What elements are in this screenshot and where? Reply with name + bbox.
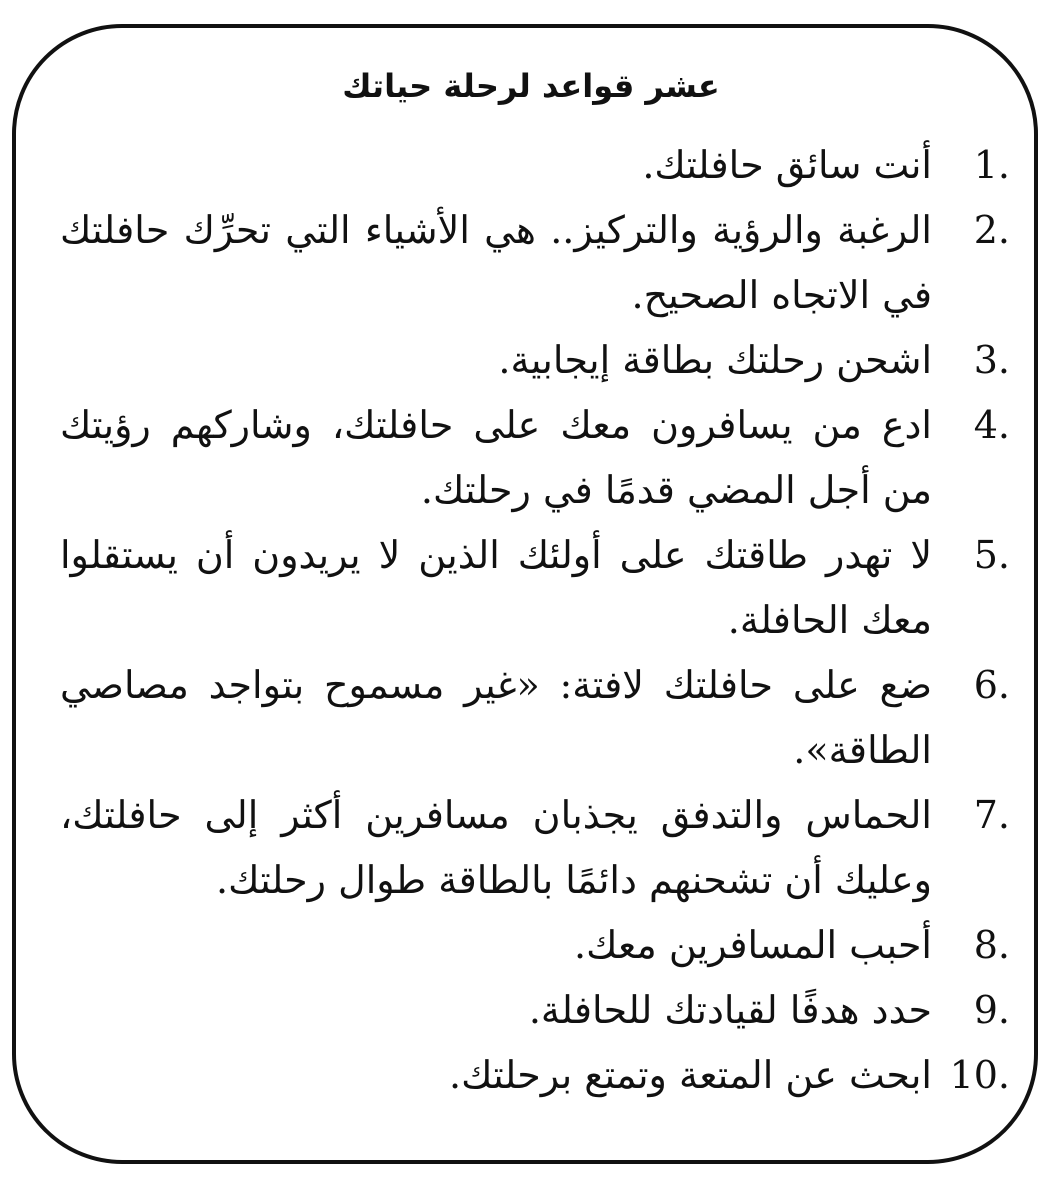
list-item — [60, 523, 1010, 653]
rule-number: 8. — [973, 923, 1010, 967]
list-item — [60, 198, 1010, 328]
rule-text: ابحث عن المتعة وتمتع برحلتك. — [449, 1053, 932, 1097]
rule-text: ادع من يسافرون معك على حافلتك، وشاركهم رؤيتك من أجل المضي قدمًا في رحلتك. — [60, 403, 932, 512]
rule-number: 10. — [949, 1053, 1010, 1097]
rule-number: 1. — [973, 143, 1010, 187]
list-item — [60, 328, 1010, 393]
rule-text: لا تهدر طاقتك على أولئك الذين لا يريدون أن يستقلوا معك الحافلة. — [60, 533, 932, 642]
list-item — [60, 913, 1010, 978]
rule-number: 6. — [973, 663, 1010, 707]
rule-text: حدد هدفًا لقيادتك للحافلة. — [528, 988, 932, 1032]
rule-number: 7. — [973, 793, 1010, 837]
rules-list — [60, 133, 1010, 1108]
rule-text: اشحن رحلتك بطاقة إيجابية. — [498, 338, 932, 382]
list-item — [60, 393, 1010, 523]
list-item — [60, 783, 1010, 913]
rule-number: 2. — [973, 208, 1010, 252]
rule-text: ضع على حافلتك لافتة: «غير مسموح بتواجد مصاصي الطاقة». — [60, 663, 932, 772]
rule-number: 3. — [973, 338, 1010, 382]
rule-number: 9. — [973, 988, 1010, 1032]
rule-text: الحماس والتدفق يجذبان مسافرين أكثر إلى حافلتك، وعليك أن تشحنهم دائمًا بالطاقة طوال رحلتك. — [60, 793, 932, 902]
rule-number: 5. — [973, 533, 1010, 577]
page-title: عشر قواعد لرحلة حياتك — [342, 67, 720, 105]
list-item — [60, 653, 1010, 783]
rule-text: أنت سائق حافلتك. — [642, 143, 932, 187]
rule-number: 4. — [973, 403, 1010, 447]
list-item — [60, 1043, 1010, 1108]
rule-text: أحبب المسافرين معك. — [574, 923, 932, 967]
list-item — [60, 978, 1010, 1043]
rule-text: الرغبة والرؤية والتركيز.. هي الأشياء التي تحرِّك حافلتك في الاتجاه الصحيح. — [60, 208, 932, 317]
list-item — [60, 133, 1010, 198]
